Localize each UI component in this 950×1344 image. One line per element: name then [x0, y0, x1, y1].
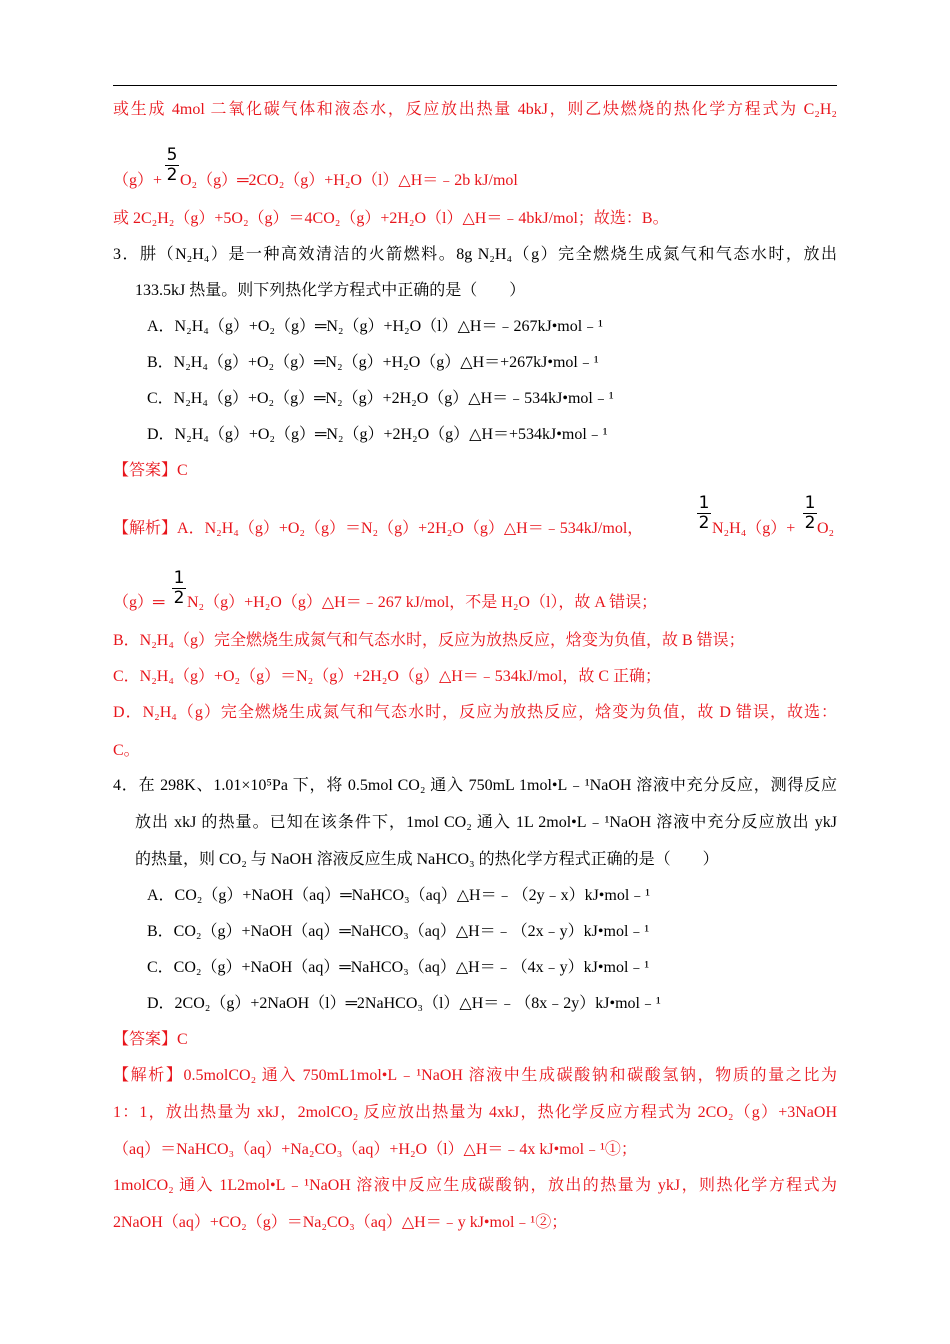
analysis-line: （g）═ [113, 594, 165, 611]
fraction-1-2: 1 2 [173, 568, 185, 608]
question-4-stem: 放出 xkJ 的热量。已知在该条件下，1mol CO₂ 通入 1L 2mol•L﹣¹NaOH 溶液中充分反应放出 ykJ [135, 814, 837, 831]
option-a: A．CO₂（g）+NaOH（aq）═NaHCO₃（aq）△H＝﹣（2y﹣x）kJ•mol﹣¹ [147, 887, 651, 904]
analysis-line: 或 2C₂H₂（g）+5O₂（g）＝4CO₂（g）+2H₂O（l）△H＝﹣4bkJ/mol；故选：B。 [113, 210, 669, 227]
answer-tag: 【答案】 [113, 462, 178, 479]
option-b: B．N₂H₄（g）+O₂（g）═N₂（g）+H₂O（g）△H＝+267kJ•mol﹣¹ [147, 354, 599, 371]
question-4-stem: 4．在 298K、1.01×10⁵Pa 下，将 0.5mol CO₂ 通入 750mL 1mol•L﹣¹NaOH 溶液中充分反应，测得反应 [113, 777, 837, 794]
analysis-line: （aq）＝NaHCO₃（aq）+Na₂CO₃（aq）+H₂O（l）△H＝﹣4x kJ•mol﹣¹①； [113, 1141, 637, 1158]
analysis-line: N₂H₄（g）+ [712, 520, 796, 537]
analysis-line: C．N₂H₄（g）+O₂（g）＝N₂（g）+2H₂O（g）△H＝﹣534kJ/mol，故 C 正确； [113, 668, 662, 685]
option-c: C．CO₂（g）+NaOH（aq）═NaHCO₃（aq）△H＝﹣（4x﹣y）kJ•mol﹣¹ [147, 959, 650, 976]
option-d: D．N₂H₄（g）+O₂（g）═N₂（g）+2H₂O（g）△H＝+534kJ•mol﹣¹ [147, 426, 608, 443]
analysis-line: 1molCO₂ 通入 1L2mol•L﹣¹NaOH 溶液中反应生成碳酸钠，放出的热量为 ykJ，则热化学方程式为 [113, 1177, 837, 1194]
fraction-1-2: 1 2 [804, 493, 816, 533]
question-4-stem: 的热量，则 CO₂ 与 NaOH 溶液反应生成 NaHCO₃ 的热化学方程式正确的是（ ） [135, 851, 719, 868]
analysis-line: 2NaOH（aq）+CO₂（g）＝Na₂CO₃（aq）△H＝﹣y kJ•mol﹣¹②； [113, 1214, 568, 1231]
analysis-line: （g）+ [113, 172, 163, 189]
answer-tag: 【答案】 [113, 1031, 178, 1048]
analysis-line: B．N₂H₄（g）完全燃烧生成氮气和气态水时，反应为放热反应，焓变为负值，故 B 错误； [113, 632, 745, 649]
fraction-1-2: 1 2 [698, 493, 710, 533]
analysis-tag: 【解析】 [113, 520, 178, 537]
analysis-line: 或生成 4mol 二氧化碳气体和液态水，反应放出热量 4bkJ，则乙炔燃烧的热化学方程式为 C₂H₂ [113, 101, 837, 118]
fraction-5-2: 5 2 [166, 145, 178, 185]
analysis-line: O₂（g）═2CO₂（g）+H₂O（l）△H＝﹣2b kJ/mol [180, 172, 518, 189]
analysis-line: N₂（g）+H₂O（g）△H＝﹣267 kJ/mol，不是 H₂O（l），故 A 错误； [187, 594, 658, 611]
question-3-stem: 3．肼（N₂H₄）是一种高效清洁的火箭燃料。8g N₂H₄（g）完全燃烧生成氮气和气态水时，放出 [113, 246, 837, 263]
answer-line [113, 1029, 837, 1051]
analysis-line: 1：1，放出热量为 xkJ，2molCO₂ 反应放出热量为 4xkJ，热化学反应方程式为 2CO₂（g）+3NaOH [113, 1104, 837, 1121]
analysis-line: D．N₂H₄（g）完全燃烧生成氮气和气态水时，反应为放热反应，焓变为负值，故 D 错误，故选： [113, 704, 837, 721]
header-rule [113, 85, 837, 86]
answer-line [113, 460, 837, 482]
analysis-line: C。 [113, 742, 140, 759]
analysis-tag: 【解析】 [113, 1067, 184, 1084]
option-a: A．N₂H₄（g）+O₂（g）═N₂（g）+H₂O（l）△H＝﹣267kJ•mol﹣¹ [147, 318, 603, 335]
analysis-line: 【解析】0.5molCO₂ 通入 750mL1mol•L﹣¹NaOH 溶液中生成碳酸钠和碳酸氢钠，物质的量之比为 [113, 1067, 837, 1084]
analysis-line: 【解析】A．N₂H₄（g）+O₂（g）＝N₂（g）+2H₂O（g）△H＝﹣534kJ/mol， [113, 520, 644, 537]
question-3-stem: 133.5kJ 热量。则下列热化学方程式中正确的是（ ） [135, 282, 526, 299]
analysis-line: O₂ [817, 520, 835, 537]
option-c: C．N₂H₄（g）+O₂（g）═N₂（g）+2H₂O（g）△H＝﹣534kJ•mol﹣¹ [147, 390, 614, 407]
option-b: B．CO₂（g）+NaOH（aq）═NaHCO₃（aq）△H＝﹣（2x﹣y）kJ•mol﹣¹ [147, 923, 650, 940]
option-d: D．2CO₂（g）+2NaOH（l）═2NaHCO₃（l）△H＝﹣（8x﹣2y）kJ•mol﹣¹ [147, 995, 661, 1012]
answer-value: C [177, 1031, 188, 1048]
answer-value: C [177, 462, 188, 479]
